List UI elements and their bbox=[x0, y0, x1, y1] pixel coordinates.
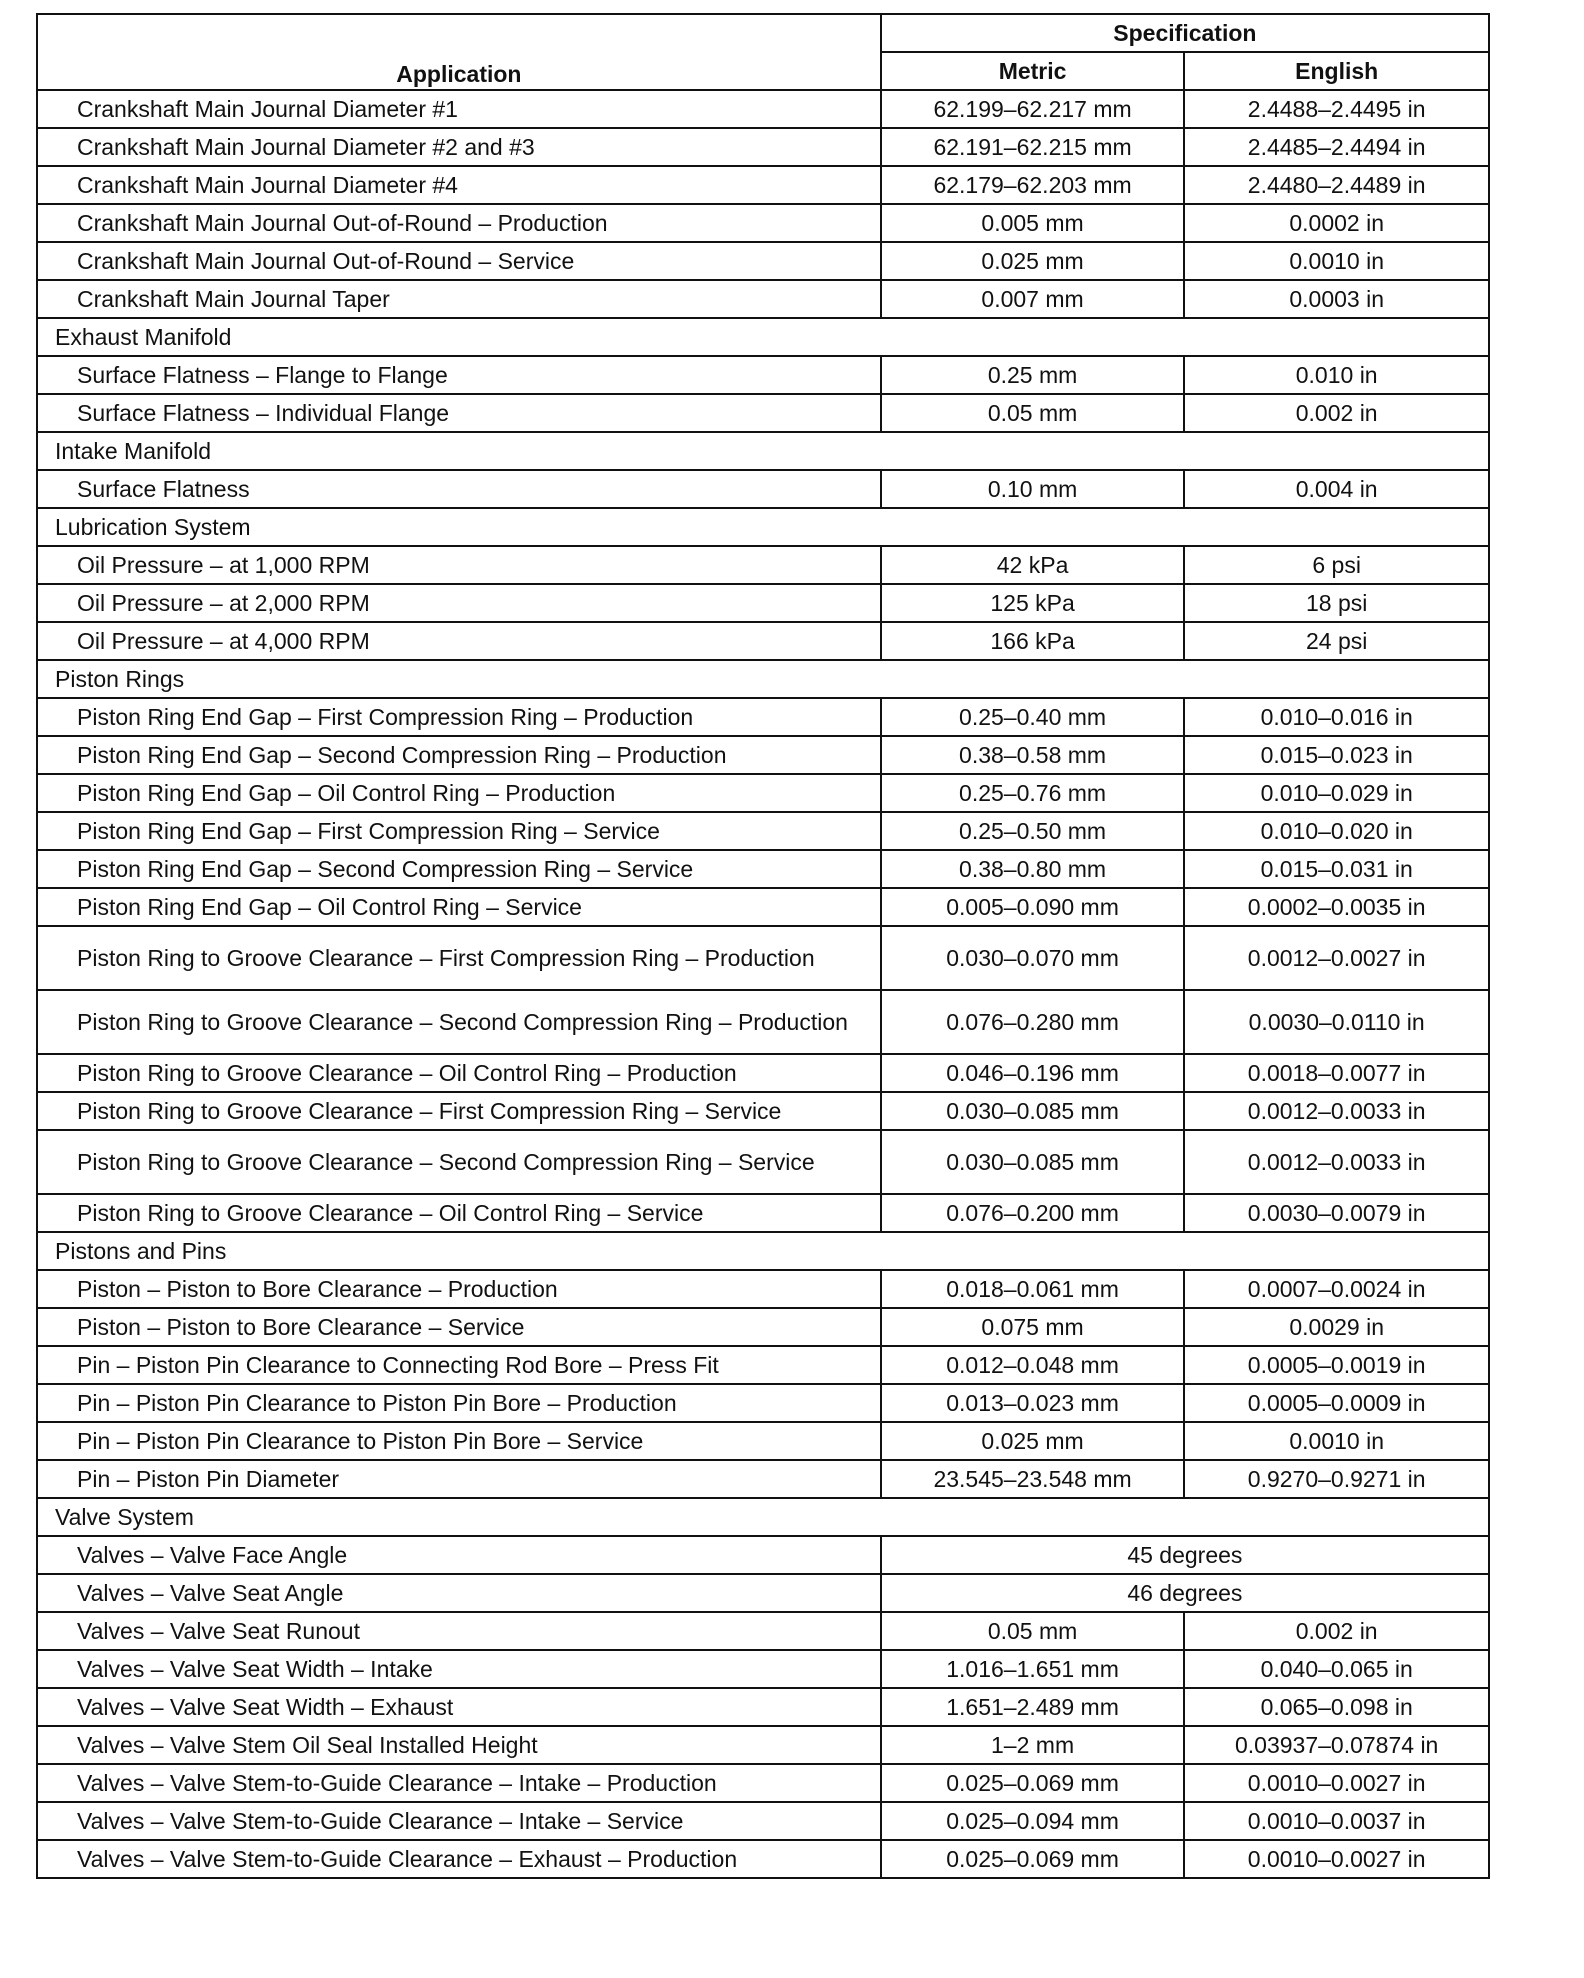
application-cell: Piston Ring End Gap – Oil Control Ring – Service bbox=[37, 888, 881, 926]
table-row bbox=[37, 394, 1489, 432]
metric-cell: 0.030–0.085 mm bbox=[881, 1130, 1185, 1194]
english-cell: 0.002 in bbox=[1184, 1612, 1489, 1650]
application-cell: Piston – Piston to Bore Clearance – Production bbox=[37, 1270, 881, 1308]
metric-cell: 0.025–0.069 mm bbox=[881, 1764, 1185, 1802]
application-cell: Valves – Valve Stem Oil Seal Installed Height bbox=[37, 1726, 881, 1764]
metric-cell: 0.10 mm bbox=[881, 470, 1185, 508]
metric-cell: 1.651–2.489 mm bbox=[881, 1688, 1185, 1726]
table-row bbox=[37, 1612, 1489, 1650]
metric-cell: 0.005 mm bbox=[881, 204, 1185, 242]
table-row bbox=[37, 1384, 1489, 1422]
table-row bbox=[37, 736, 1489, 774]
table-row bbox=[37, 1764, 1489, 1802]
table-row bbox=[37, 1130, 1489, 1194]
specification-table bbox=[36, 13, 1490, 1879]
english-cell: 0.0010 in bbox=[1184, 1422, 1489, 1460]
application-cell: Crankshaft Main Journal Diameter #4 bbox=[37, 166, 881, 204]
english-cell: 0.002 in bbox=[1184, 394, 1489, 432]
metric-cell: 0.025 mm bbox=[881, 1422, 1185, 1460]
metric-cell: 0.25 mm bbox=[881, 356, 1185, 394]
english-cell: 18 psi bbox=[1184, 584, 1489, 622]
metric-cell: 0.25–0.76 mm bbox=[881, 774, 1185, 812]
application-cell: Valves – Valve Stem-to-Guide Clearance – Intake – Service bbox=[37, 1802, 881, 1840]
english-cell: 0.0012–0.0033 in bbox=[1184, 1092, 1489, 1130]
section-row bbox=[37, 318, 1489, 356]
english-cell: 0.0030–0.0079 in bbox=[1184, 1194, 1489, 1232]
metric-cell: 125 kPa bbox=[881, 584, 1185, 622]
table-row bbox=[37, 990, 1489, 1054]
application-cell: Piston Ring End Gap – Oil Control Ring – Production bbox=[37, 774, 881, 812]
english-cell: 2.4480–2.4489 in bbox=[1184, 166, 1489, 204]
table-row bbox=[37, 812, 1489, 850]
english-cell: 0.0003 in bbox=[1184, 280, 1489, 318]
section-row bbox=[37, 660, 1489, 698]
table-row bbox=[37, 1574, 1489, 1612]
metric-cell: 0.007 mm bbox=[881, 280, 1185, 318]
table-row bbox=[37, 204, 1489, 242]
english-cell: 0.03937–0.07874 in bbox=[1184, 1726, 1489, 1764]
english-cell: 0.0002 in bbox=[1184, 204, 1489, 242]
application-cell: Piston Ring to Groove Clearance – Oil Control Ring – Service bbox=[37, 1194, 881, 1232]
table-row bbox=[37, 1270, 1489, 1308]
application-cell: Piston Ring End Gap – Second Compression Ring – Service bbox=[37, 850, 881, 888]
english-cell: 0.040–0.065 in bbox=[1184, 1650, 1489, 1688]
english-cell: 2.4485–2.4494 in bbox=[1184, 128, 1489, 166]
table-row bbox=[37, 356, 1489, 394]
metric-cell: 0.025–0.069 mm bbox=[881, 1840, 1185, 1878]
english-cell: 0.010–0.016 in bbox=[1184, 698, 1489, 736]
application-cell: Piston Ring to Groove Clearance – First Compression Ring – Service bbox=[37, 1092, 881, 1130]
metric-cell: 62.191–62.215 mm bbox=[881, 128, 1185, 166]
table-row bbox=[37, 698, 1489, 736]
application-cell: Valves – Valve Stem-to-Guide Clearance – Exhaust – Production bbox=[37, 1840, 881, 1878]
application-cell: Surface Flatness – Flange to Flange bbox=[37, 356, 881, 394]
english-header: English bbox=[1184, 52, 1489, 90]
section-heading: Piston Rings bbox=[37, 660, 1489, 698]
english-cell: 0.9270–0.9271 in bbox=[1184, 1460, 1489, 1498]
application-cell: Valves – Valve Seat Width – Intake bbox=[37, 1650, 881, 1688]
english-cell: 24 psi bbox=[1184, 622, 1489, 660]
table-row bbox=[37, 1308, 1489, 1346]
english-cell: 0.0018–0.0077 in bbox=[1184, 1054, 1489, 1092]
table-row bbox=[37, 584, 1489, 622]
metric-cell: 0.075 mm bbox=[881, 1308, 1185, 1346]
specification-cell: 45 degrees bbox=[881, 1536, 1489, 1574]
metric-cell: 0.046–0.196 mm bbox=[881, 1054, 1185, 1092]
table-row bbox=[37, 1460, 1489, 1498]
english-cell: 0.0010–0.0027 in bbox=[1184, 1840, 1489, 1878]
english-cell: 0.065–0.098 in bbox=[1184, 1688, 1489, 1726]
table-row bbox=[37, 888, 1489, 926]
table-row bbox=[37, 1054, 1489, 1092]
metric-cell: 0.030–0.070 mm bbox=[881, 926, 1185, 990]
metric-header: Metric bbox=[881, 52, 1185, 90]
application-cell: Pin – Piston Pin Clearance to Piston Pin Bore – Production bbox=[37, 1384, 881, 1422]
english-cell: 0.0005–0.0009 in bbox=[1184, 1384, 1489, 1422]
table-row bbox=[37, 1536, 1489, 1574]
english-cell: 0.0002–0.0035 in bbox=[1184, 888, 1489, 926]
metric-cell: 0.030–0.085 mm bbox=[881, 1092, 1185, 1130]
table-row bbox=[37, 1194, 1489, 1232]
application-cell: Piston Ring to Groove Clearance – Second Compression Ring – Service bbox=[37, 1130, 881, 1194]
metric-cell: 0.013–0.023 mm bbox=[881, 1384, 1185, 1422]
section-row bbox=[37, 1498, 1489, 1536]
table-row bbox=[37, 1802, 1489, 1840]
application-cell: Valves – Valve Seat Runout bbox=[37, 1612, 881, 1650]
metric-cell: 42 kPa bbox=[881, 546, 1185, 584]
table-row bbox=[37, 1092, 1489, 1130]
english-cell: 2.4488–2.4495 in bbox=[1184, 90, 1489, 128]
application-cell: Valves – Valve Seat Angle bbox=[37, 1574, 881, 1612]
application-cell: Surface Flatness – Individual Flange bbox=[37, 394, 881, 432]
application-cell: Pin – Piston Pin Clearance to Connecting Rod Bore – Press Fit bbox=[37, 1346, 881, 1384]
table-row bbox=[37, 280, 1489, 318]
metric-cell: 1–2 mm bbox=[881, 1726, 1185, 1764]
metric-cell: 0.025 mm bbox=[881, 242, 1185, 280]
english-cell: 0.0012–0.0027 in bbox=[1184, 926, 1489, 990]
metric-cell: 0.005–0.090 mm bbox=[881, 888, 1185, 926]
section-row bbox=[37, 1232, 1489, 1270]
application-cell: Pin – Piston Pin Diameter bbox=[37, 1460, 881, 1498]
table-row bbox=[37, 774, 1489, 812]
table-row bbox=[37, 1688, 1489, 1726]
english-cell: 0.010–0.020 in bbox=[1184, 812, 1489, 850]
table-row bbox=[37, 1726, 1489, 1764]
section-heading: Pistons and Pins bbox=[37, 1232, 1489, 1270]
application-cell: Piston Ring to Groove Clearance – Oil Control Ring – Production bbox=[37, 1054, 881, 1092]
application-cell: Oil Pressure – at 1,000 RPM bbox=[37, 546, 881, 584]
section-row bbox=[37, 508, 1489, 546]
metric-cell: 0.25–0.50 mm bbox=[881, 812, 1185, 850]
application-cell: Crankshaft Main Journal Diameter #2 and #3 bbox=[37, 128, 881, 166]
application-cell: Valves – Valve Stem-to-Guide Clearance – Intake – Production bbox=[37, 1764, 881, 1802]
specification-cell: 46 degrees bbox=[881, 1574, 1489, 1612]
table-row bbox=[37, 1346, 1489, 1384]
metric-cell: 0.38–0.58 mm bbox=[881, 736, 1185, 774]
english-cell: 0.0010 in bbox=[1184, 242, 1489, 280]
table-row bbox=[37, 850, 1489, 888]
english-cell: 0.0029 in bbox=[1184, 1308, 1489, 1346]
application-cell: Crankshaft Main Journal Diameter #1 bbox=[37, 90, 881, 128]
english-cell: 0.010–0.029 in bbox=[1184, 774, 1489, 812]
english-cell: 0.010 in bbox=[1184, 356, 1489, 394]
english-cell: 0.015–0.031 in bbox=[1184, 850, 1489, 888]
english-cell: 0.015–0.023 in bbox=[1184, 736, 1489, 774]
table-row bbox=[37, 128, 1489, 166]
metric-cell: 0.018–0.061 mm bbox=[881, 1270, 1185, 1308]
english-cell: 0.0007–0.0024 in bbox=[1184, 1270, 1489, 1308]
application-cell: Oil Pressure – at 2,000 RPM bbox=[37, 584, 881, 622]
metric-cell: 166 kPa bbox=[881, 622, 1185, 660]
english-cell: 6 psi bbox=[1184, 546, 1489, 584]
table-row bbox=[37, 166, 1489, 204]
table-row bbox=[37, 1840, 1489, 1878]
application-cell: Piston Ring End Gap – Second Compression Ring – Production bbox=[37, 736, 881, 774]
application-cell: Piston Ring End Gap – First Compression Ring – Production bbox=[37, 698, 881, 736]
metric-cell: 23.545–23.548 mm bbox=[881, 1460, 1185, 1498]
specification-header: Specification bbox=[881, 14, 1489, 52]
table-row bbox=[37, 926, 1489, 990]
table-row bbox=[37, 90, 1489, 128]
application-cell: Piston Ring to Groove Clearance – First Compression Ring – Production bbox=[37, 926, 881, 990]
metric-cell: 0.076–0.200 mm bbox=[881, 1194, 1185, 1232]
table-row bbox=[37, 1422, 1489, 1460]
table-row bbox=[37, 242, 1489, 280]
english-cell: 0.0005–0.0019 in bbox=[1184, 1346, 1489, 1384]
application-cell: Crankshaft Main Journal Out-of-Round – Production bbox=[37, 204, 881, 242]
table-row bbox=[37, 1650, 1489, 1688]
metric-cell: 0.38–0.80 mm bbox=[881, 850, 1185, 888]
section-heading: Intake Manifold bbox=[37, 432, 1489, 470]
metric-cell: 0.076–0.280 mm bbox=[881, 990, 1185, 1054]
table-row bbox=[37, 470, 1489, 508]
english-cell: 0.004 in bbox=[1184, 470, 1489, 508]
section-heading: Lubrication System bbox=[37, 508, 1489, 546]
english-cell: 0.0010–0.0027 in bbox=[1184, 1764, 1489, 1802]
application-header: Application bbox=[37, 14, 881, 90]
table-row bbox=[37, 546, 1489, 584]
metric-cell: 62.199–62.217 mm bbox=[881, 90, 1185, 128]
application-cell: Valves – Valve Seat Width – Exhaust bbox=[37, 1688, 881, 1726]
english-cell: 0.0010–0.0037 in bbox=[1184, 1802, 1489, 1840]
metric-cell: 0.05 mm bbox=[881, 394, 1185, 432]
section-row bbox=[37, 432, 1489, 470]
application-cell: Piston – Piston to Bore Clearance – Service bbox=[37, 1308, 881, 1346]
metric-cell: 62.179–62.203 mm bbox=[881, 166, 1185, 204]
application-cell: Valves – Valve Face Angle bbox=[37, 1536, 881, 1574]
application-cell: Pin – Piston Pin Clearance to Piston Pin Bore – Service bbox=[37, 1422, 881, 1460]
application-cell: Oil Pressure – at 4,000 RPM bbox=[37, 622, 881, 660]
metric-cell: 1.016–1.651 mm bbox=[881, 1650, 1185, 1688]
table-body bbox=[37, 90, 1489, 1878]
application-cell: Surface Flatness bbox=[37, 470, 881, 508]
table-row bbox=[37, 622, 1489, 660]
metric-cell: 0.25–0.40 mm bbox=[881, 698, 1185, 736]
english-cell: 0.0030–0.0110 in bbox=[1184, 990, 1489, 1054]
application-cell: Crankshaft Main Journal Taper bbox=[37, 280, 881, 318]
application-cell: Piston Ring End Gap – First Compression Ring – Service bbox=[37, 812, 881, 850]
metric-cell: 0.05 mm bbox=[881, 1612, 1185, 1650]
section-heading: Exhaust Manifold bbox=[37, 318, 1489, 356]
application-cell: Crankshaft Main Journal Out-of-Round – Service bbox=[37, 242, 881, 280]
application-cell: Piston Ring to Groove Clearance – Second Compression Ring – Production bbox=[37, 990, 881, 1054]
metric-cell: 0.012–0.048 mm bbox=[881, 1346, 1185, 1384]
section-heading: Valve System bbox=[37, 1498, 1489, 1536]
metric-cell: 0.025–0.094 mm bbox=[881, 1802, 1185, 1840]
english-cell: 0.0012–0.0033 in bbox=[1184, 1130, 1489, 1194]
